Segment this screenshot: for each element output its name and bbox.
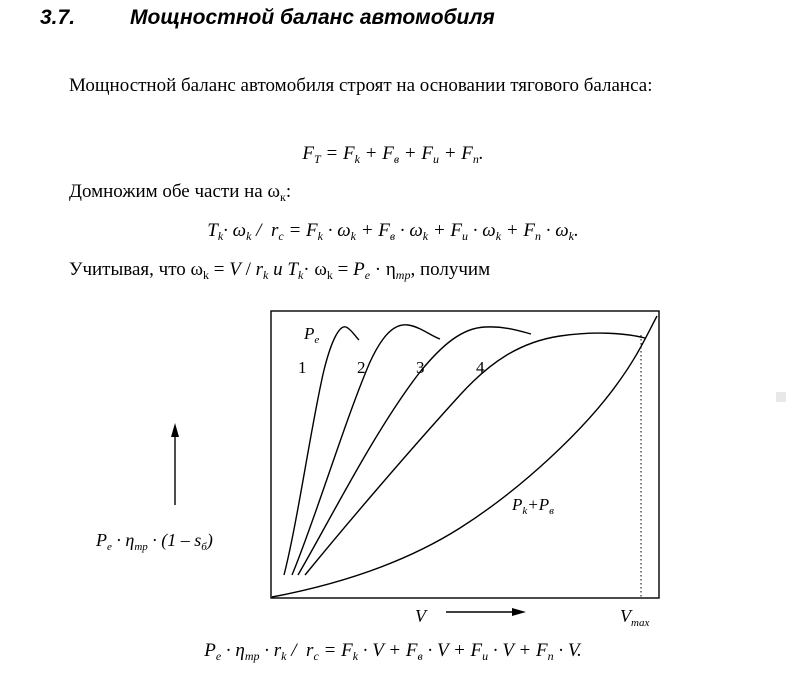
section-title: Мощностной баланс автомобиля [130, 6, 495, 29]
power-curve-gear-3 [298, 327, 531, 575]
x-axis-label: V [415, 606, 426, 626]
power-curve-gear-1 [284, 327, 359, 575]
curve-number-4: 4 [476, 358, 485, 377]
intro-paragraph: Мощностной баланс автомобиля строят на основании тягового баланса: [69, 75, 653, 96]
resistance-power-curve [272, 316, 657, 597]
multiply-statement: Домножим обе части на $\omega_к$: [69, 181, 292, 204]
pe-label-main: P [304, 324, 315, 343]
graph-frame [271, 311, 659, 598]
substitution-statement: Учитывая, что $\omega_k = V / r_k$ и $T_k\cdot \omega_k = P_e \cdot \eta_{тр}$, получим [69, 259, 491, 282]
curve-number-3: 3 [416, 358, 425, 377]
power-curve-gear-4 [305, 333, 645, 575]
pe-label-sub: e [314, 334, 320, 346]
curve-number-1: 1 [298, 358, 307, 377]
vmax-label: $V_{max}$ [620, 606, 650, 629]
pe-curve-label [303, 324, 319, 346]
torque-balance-equation: $T_k\cdot \omega_k / r_c = F_k \cdot \omega_k + F_в \cdot \omega_k + F_и \cdot \omega_k + F_п \cdot \omega_k$. [207, 220, 579, 243]
scrollbar-marker[interactable] [776, 392, 786, 402]
curve-number-2: 2 [357, 358, 366, 377]
x-axis-arrow-head [512, 608, 526, 616]
resistance-curve-label: $P_k+P_в$ [512, 495, 554, 517]
traction-balance-equation: $F_T = F_k + F_в + F_и + F_п$. [302, 143, 484, 166]
section-number: 3.7. [40, 6, 76, 29]
power-balance-equation: $P_e \cdot \eta_{тр} \cdot r_k / r_c = F_k \cdot V + F_в \cdot V + F_и \cdot V + F_п \cdot V$. [204, 640, 582, 663]
y-axis-label: $P_e \cdot \eta_{тр} \cdot (1 - s_б)$ [96, 530, 213, 553]
y-axis-arrow-head [171, 423, 179, 437]
